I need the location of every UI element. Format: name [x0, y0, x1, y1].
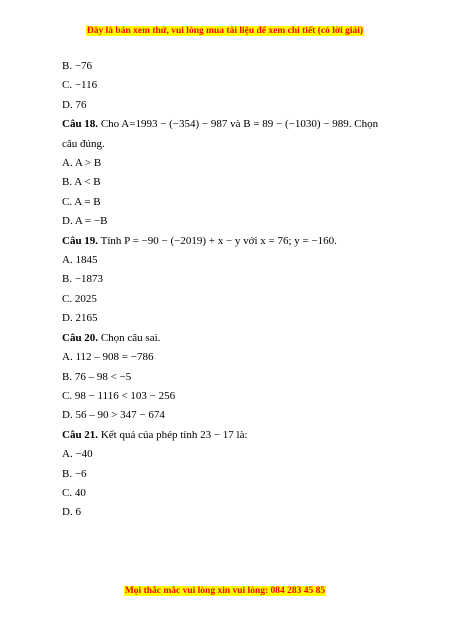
q17-option-d: D. 76: [62, 98, 87, 111]
q20-option-a: A. 112 – 908 = −786: [62, 351, 154, 364]
q21-option-b: B. −6: [62, 467, 87, 480]
q20-question: [62, 329, 392, 348]
q17-option-c: C. −116: [62, 79, 98, 92]
q21-option-c: C. 40: [62, 486, 86, 499]
q18-option-d: D. A = −B: [62, 215, 108, 228]
q21-question: [62, 426, 392, 445]
header-banner-text: Đây là bản xem thử, vui lòng mua tài liệu để xem chi tiết (có lời giải): [86, 26, 364, 36]
q21-option-d: D. 6: [62, 506, 81, 519]
q19-text: Tính P = −90 − (−2019) + x − y với x = 76; y = −160.: [98, 234, 337, 247]
q17-option-b: B. −76: [62, 60, 93, 72]
q21-label: Câu 21.: [62, 428, 99, 441]
q20-text: Chọn câu sai.: [98, 331, 161, 344]
q19-option-d: D. 2165: [62, 312, 98, 325]
q18-option-b: B. A < B: [62, 176, 101, 189]
header-banner: [0, 26, 450, 36]
footer-banner: [0, 586, 450, 596]
q21-text: Kết quả của phép tính 23 − 17 là:: [98, 428, 248, 441]
q20-option-d: D. 56 – 90 > 347 − 674: [62, 409, 165, 422]
q21-option-a: A. −40: [62, 448, 93, 461]
question-content: [62, 57, 392, 523]
q20-option-c: C. 98 − 1116 < 103 − 256: [62, 389, 176, 402]
q18-label: Câu 18.: [62, 118, 99, 131]
footer-banner-text: Mọi thắc mắc vui lòng xin vui lòng: 084 283 45 85: [124, 586, 326, 596]
q18-option-c: C. A = B: [62, 195, 101, 208]
q18-text: Cho A=1993 − (−354) − 987 và B = 89 − (−1030) − 989. Chọn câu đúng.: [62, 118, 379, 150]
q20-option-b: B. 76 – 98 < −5: [62, 370, 132, 383]
q19-option-b: B. −1873: [62, 273, 104, 286]
q19-label: Câu 19.: [62, 234, 99, 247]
q19-option-a: A. 1845: [62, 254, 98, 267]
q18-question: [62, 115, 392, 154]
q18-option-a: A. A > B: [62, 157, 102, 170]
q20-label: Câu 20.: [62, 331, 99, 344]
q19-option-c: C. 2025: [62, 292, 97, 305]
q19-question: [62, 232, 392, 251]
